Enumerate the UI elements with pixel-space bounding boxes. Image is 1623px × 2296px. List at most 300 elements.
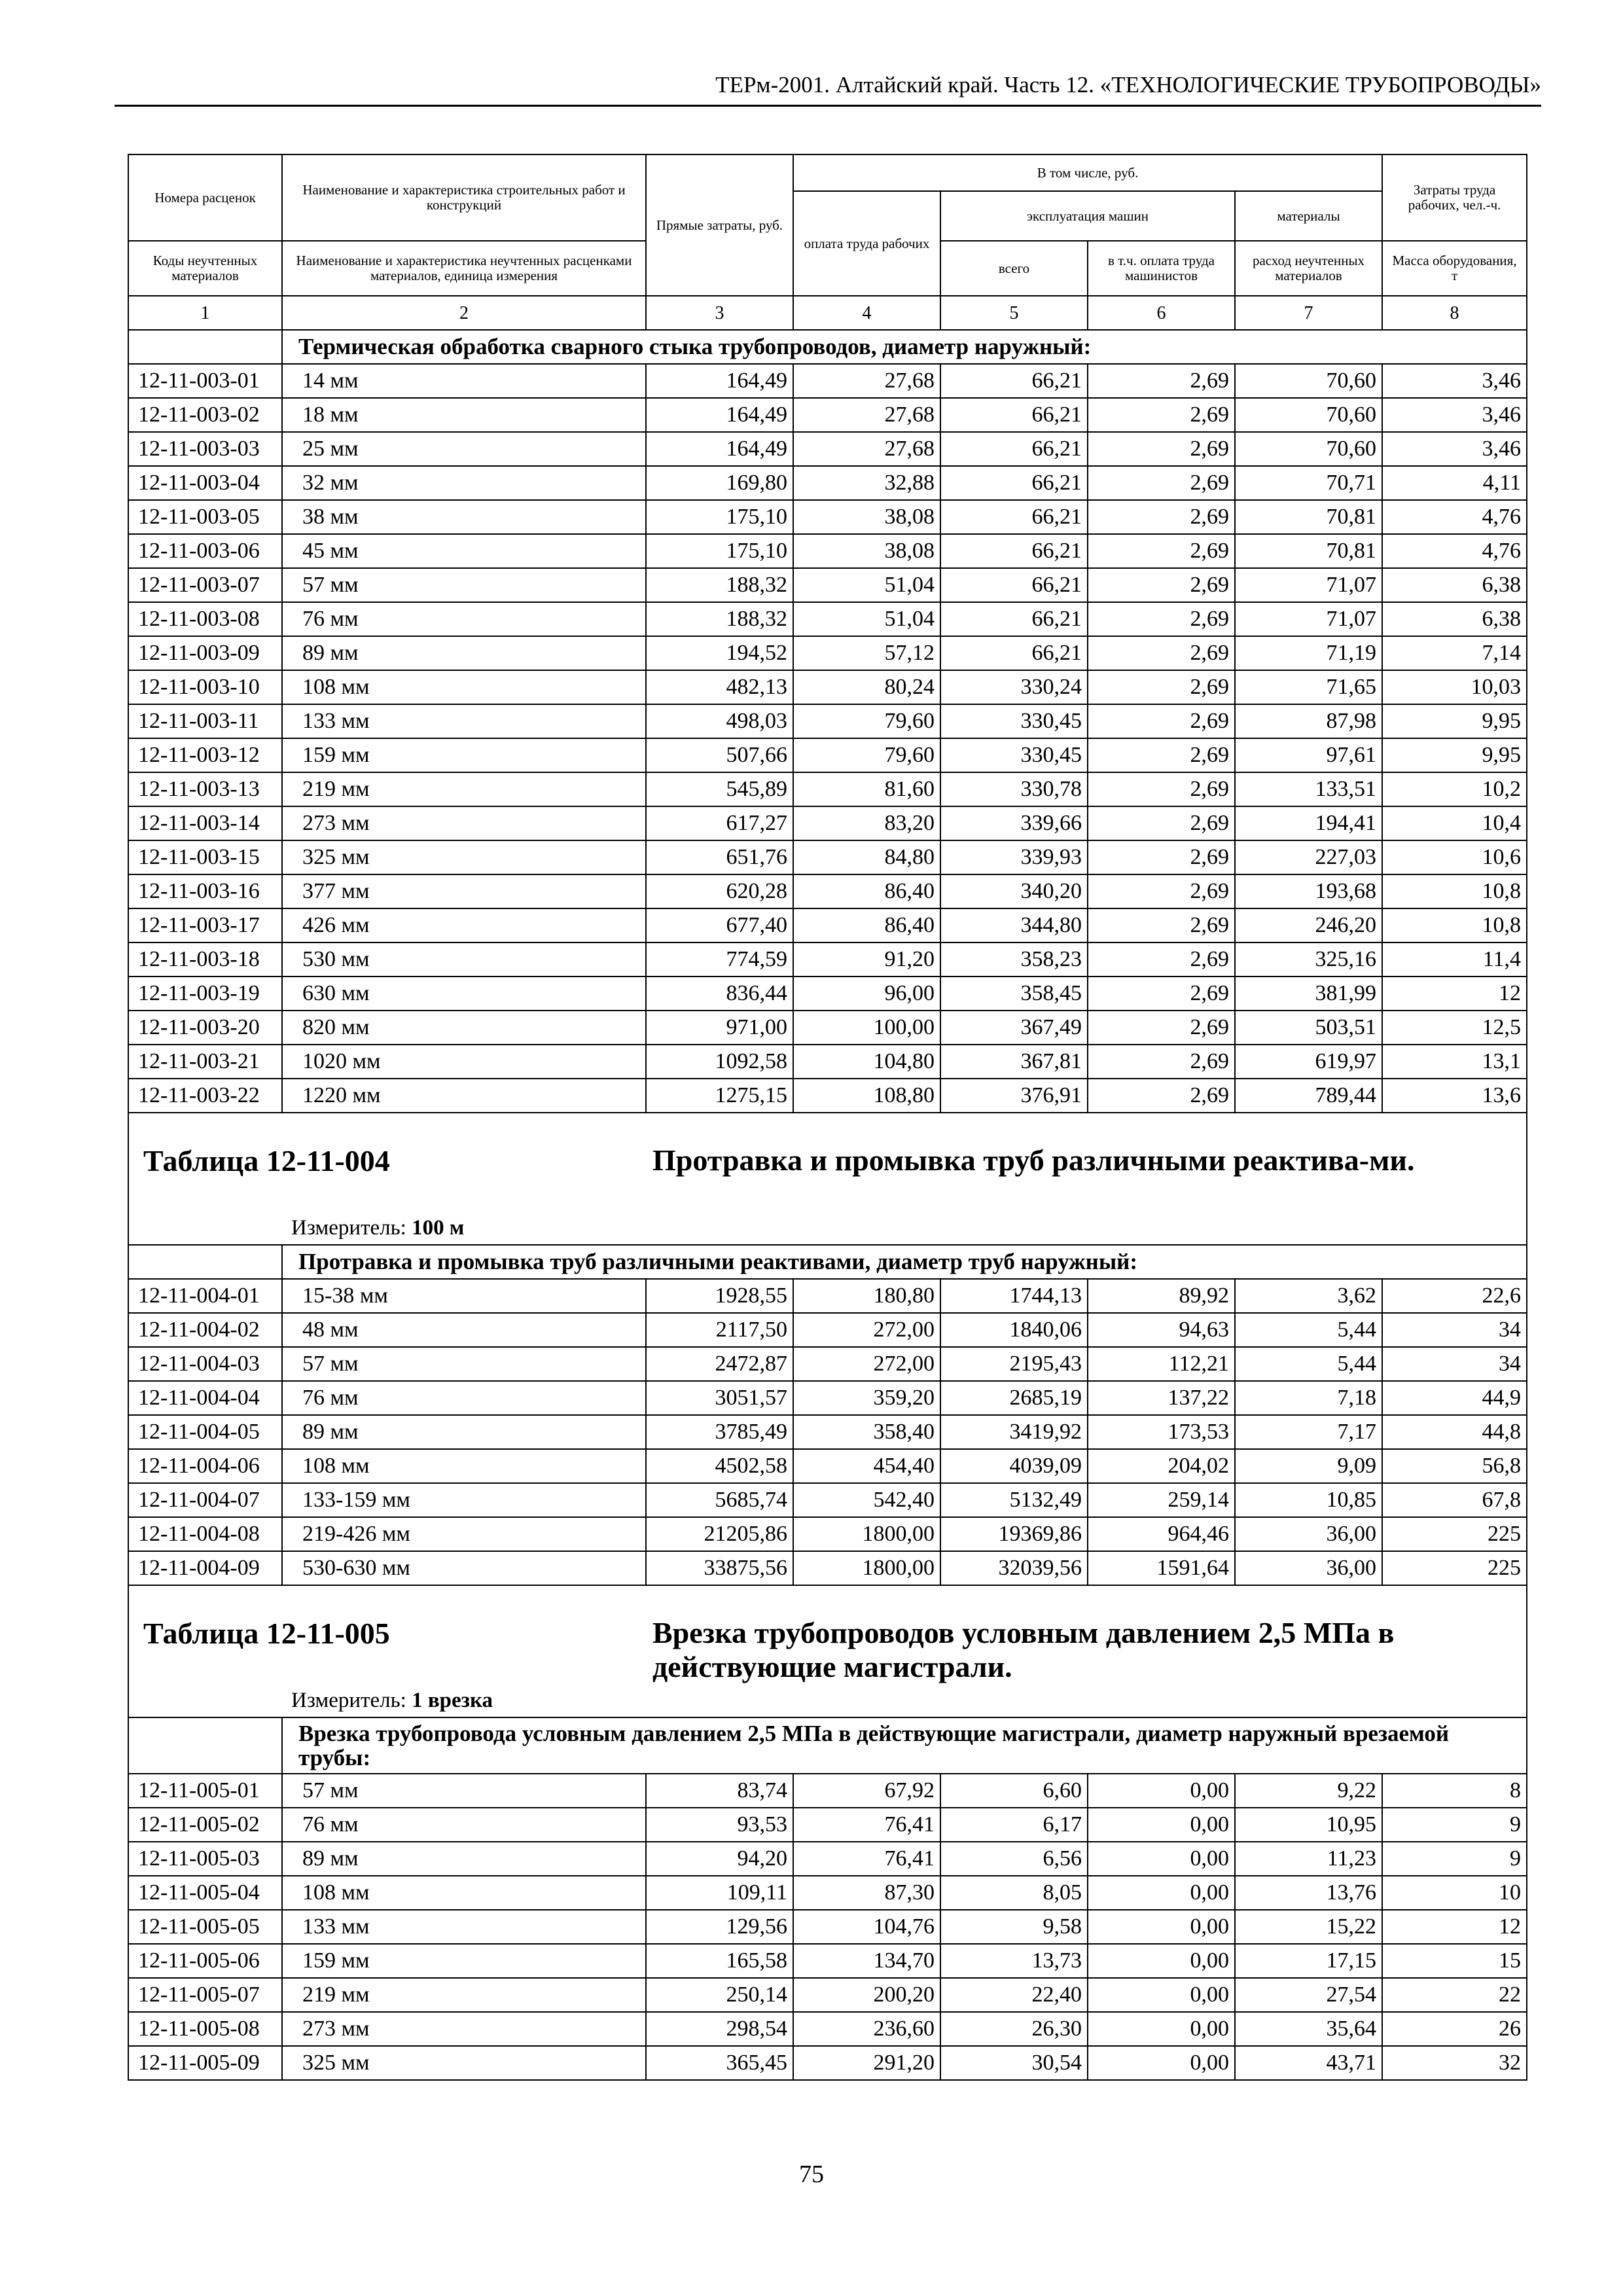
cell-labor-costs: 67,8 xyxy=(1382,1483,1527,1517)
cell-work-name: 273 мм xyxy=(282,806,646,840)
cell-materials-cost: 15,22 xyxy=(1235,1910,1382,1944)
cell-rate-code: 12-11-003-08 xyxy=(128,602,282,636)
cell-wages: 32,88 xyxy=(793,466,940,500)
cell-materials-cost: 133,51 xyxy=(1235,772,1382,806)
cell-materials-cost: 503,51 xyxy=(1235,1011,1382,1045)
cell-materials-cost: 10,95 xyxy=(1235,1808,1382,1842)
table-row xyxy=(128,568,1527,602)
cell-direct-costs: 620,28 xyxy=(646,874,793,908)
cell-work-name: 76 мм xyxy=(282,1808,646,1842)
cell-wages: 86,40 xyxy=(793,908,940,942)
cell-operator-wages: 2,69 xyxy=(1088,840,1235,874)
cell-rate-code: 12-11-003-09 xyxy=(128,636,282,670)
table-row xyxy=(128,1910,1527,1944)
cell-labor-costs: 4,76 xyxy=(1382,500,1527,534)
cell-labor-costs: 9 xyxy=(1382,1808,1527,1842)
table-title-row xyxy=(128,1585,1527,1717)
cell-operator-wages: 2,69 xyxy=(1088,602,1235,636)
cell-work-name: 14 мм xyxy=(282,364,646,398)
header-including: В том числе, руб. xyxy=(793,154,1382,191)
measure-unit xyxy=(291,1216,464,1240)
cell-work-name: 273 мм xyxy=(282,2012,646,2046)
cell-operator-wages: 2,69 xyxy=(1088,568,1235,602)
header-material-names: Наименование и характеристика неучтенных расценками материалов, единица измерения xyxy=(282,241,646,296)
cell-wages: 83,20 xyxy=(793,806,940,840)
cell-work-name: 89 мм xyxy=(282,1842,646,1876)
cell-rate-code: 12-11-003-01 xyxy=(128,364,282,398)
cell-operator-wages: 2,69 xyxy=(1088,1011,1235,1045)
cell-wages: 104,76 xyxy=(793,1910,940,1944)
cell-machines-total: 26,30 xyxy=(940,2012,1088,2046)
cell-operator-wages: 0,00 xyxy=(1088,1774,1235,1808)
cell-labor-costs: 56,8 xyxy=(1382,1449,1527,1483)
cell-rate-code: 12-11-004-02 xyxy=(128,1313,282,1347)
cell-operator-wages: 204,02 xyxy=(1088,1449,1235,1483)
cell-wages: 81,60 xyxy=(793,772,940,806)
column-number: 5 xyxy=(940,296,1088,330)
cell-machines-total: 1744,13 xyxy=(940,1279,1088,1313)
cell-direct-costs: 93,53 xyxy=(646,1808,793,1842)
cell-wages: 96,00 xyxy=(793,977,940,1011)
cell-materials-cost: 71,65 xyxy=(1235,670,1382,704)
cell-machines-total: 330,24 xyxy=(940,670,1088,704)
cell-work-name: 219 мм xyxy=(282,772,646,806)
table-row xyxy=(128,1876,1527,1910)
cell-machines-total: 4039,09 xyxy=(940,1449,1088,1483)
table-row xyxy=(128,1045,1527,1079)
table-row xyxy=(128,1347,1527,1381)
cell-wages: 67,92 xyxy=(793,1774,940,1808)
cell-materials-cost: 7,17 xyxy=(1235,1415,1382,1449)
cell-materials-cost: 789,44 xyxy=(1235,1079,1382,1113)
cell-direct-costs: 169,80 xyxy=(646,466,793,500)
cell-operator-wages: 94,63 xyxy=(1088,1313,1235,1347)
section-heading-blank xyxy=(128,1245,282,1279)
cell-machines-total: 66,21 xyxy=(940,534,1088,568)
cell-machines-total: 66,21 xyxy=(940,398,1088,432)
cell-operator-wages: 0,00 xyxy=(1088,1876,1235,1910)
cell-wages: 51,04 xyxy=(793,568,940,602)
cell-materials-cost: 5,44 xyxy=(1235,1313,1382,1347)
cell-direct-costs: 1092,58 xyxy=(646,1045,793,1079)
cell-machines-total: 2685,19 xyxy=(940,1381,1088,1415)
table-row xyxy=(128,840,1527,874)
cell-work-name: 219 мм xyxy=(282,1978,646,2012)
column-number: 4 xyxy=(793,296,940,330)
column-number: 1 xyxy=(128,296,282,330)
cell-rate-code: 12-11-005-04 xyxy=(128,1876,282,1910)
table-row xyxy=(128,1313,1527,1347)
cell-operator-wages: 2,69 xyxy=(1088,806,1235,840)
cell-operator-wages: 964,46 xyxy=(1088,1517,1235,1551)
measure-unit xyxy=(291,1689,493,1713)
cell-work-name: 159 мм xyxy=(282,738,646,772)
table-title-row xyxy=(128,1113,1527,1245)
table-title-cell xyxy=(128,1585,1527,1717)
cell-direct-costs: 164,49 xyxy=(646,398,793,432)
cell-direct-costs: 5685,74 xyxy=(646,1483,793,1517)
cell-machines-total: 22,40 xyxy=(940,1978,1088,2012)
cell-work-name: 15-38 мм xyxy=(282,1279,646,1313)
header-rule xyxy=(115,105,1541,107)
cell-wages: 27,68 xyxy=(793,432,940,466)
cell-work-name: 76 мм xyxy=(282,1381,646,1415)
cell-wages: 272,00 xyxy=(793,1313,940,1347)
cell-direct-costs: 4502,58 xyxy=(646,1449,793,1483)
cell-operator-wages: 2,69 xyxy=(1088,534,1235,568)
cell-wages: 79,60 xyxy=(793,704,940,738)
cell-operator-wages: 89,92 xyxy=(1088,1279,1235,1313)
cell-rate-code: 12-11-005-03 xyxy=(128,1842,282,1876)
cell-labor-costs: 7,14 xyxy=(1382,636,1527,670)
cell-materials-cost: 70,60 xyxy=(1235,398,1382,432)
cell-work-name: 530 мм xyxy=(282,942,646,977)
cell-wages: 79,60 xyxy=(793,738,940,772)
cell-wages: 76,41 xyxy=(793,1808,940,1842)
header-material-codes: Коды неучтенных материалов xyxy=(128,241,282,296)
cell-rate-code: 12-11-003-12 xyxy=(128,738,282,772)
cell-machines-total: 339,66 xyxy=(940,806,1088,840)
cell-rate-code: 12-11-004-08 xyxy=(128,1517,282,1551)
cell-machines-total: 8,05 xyxy=(940,1876,1088,1910)
section-heading: Врезка трубопровода условным давлением 2,5 МПа в действующие магистрали, диаметр наружный врезаемой трубы: xyxy=(282,1717,1527,1774)
cell-operator-wages: 2,69 xyxy=(1088,738,1235,772)
header-equipment-mass: Масса оборудования, т xyxy=(1382,241,1527,296)
cell-direct-costs: 971,00 xyxy=(646,1011,793,1045)
cell-rate-code: 12-11-003-07 xyxy=(128,568,282,602)
cell-machines-total: 66,21 xyxy=(940,500,1088,534)
cell-machines-total: 367,49 xyxy=(940,1011,1088,1045)
cell-materials-cost: 9,09 xyxy=(1235,1449,1382,1483)
header-labor-costs: Затраты труда рабочих, чел.-ч. xyxy=(1382,154,1527,241)
table-row xyxy=(128,432,1527,466)
cell-materials-cost: 381,99 xyxy=(1235,977,1382,1011)
cell-machines-total: 66,21 xyxy=(940,568,1088,602)
cell-direct-costs: 1275,15 xyxy=(646,1079,793,1113)
cell-wages: 359,20 xyxy=(793,1381,940,1415)
table-number: Таблица 12-11-004 xyxy=(143,1144,390,1177)
cell-materials-cost: 70,81 xyxy=(1235,500,1382,534)
cell-materials-cost: 71,07 xyxy=(1235,602,1382,636)
cell-wages: 51,04 xyxy=(793,602,940,636)
cell-rate-code: 12-11-004-05 xyxy=(128,1415,282,1449)
cell-work-name: 57 мм xyxy=(282,568,646,602)
cell-wages: 38,08 xyxy=(793,534,940,568)
cell-work-name: 108 мм xyxy=(282,1449,646,1483)
table-row xyxy=(128,398,1527,432)
table-row xyxy=(128,738,1527,772)
table-row xyxy=(128,670,1527,704)
cell-direct-costs: 175,10 xyxy=(646,534,793,568)
table-row xyxy=(128,2046,1527,2080)
cell-operator-wages: 0,00 xyxy=(1088,1944,1235,1978)
cell-wages: 134,70 xyxy=(793,1944,940,1978)
cell-operator-wages: 137,22 xyxy=(1088,1381,1235,1415)
cell-labor-costs: 26 xyxy=(1382,2012,1527,2046)
cell-wages: 180,80 xyxy=(793,1279,940,1313)
cell-operator-wages: 2,69 xyxy=(1088,500,1235,534)
cell-rate-code: 12-11-003-17 xyxy=(128,908,282,942)
header-machines-total: всего xyxy=(940,241,1088,296)
cell-machines-total: 367,81 xyxy=(940,1045,1088,1079)
header-material-consumption: расход неучтенных материалов xyxy=(1235,241,1382,296)
cell-direct-costs: 250,14 xyxy=(646,1978,793,2012)
header-direct-costs: Прямые затраты, руб. xyxy=(646,154,793,296)
column-number: 7 xyxy=(1235,296,1382,330)
table-row xyxy=(128,908,1527,942)
cell-rate-code: 12-11-005-06 xyxy=(128,1944,282,1978)
cell-labor-costs: 225 xyxy=(1382,1551,1527,1585)
cell-labor-costs: 12 xyxy=(1382,977,1527,1011)
cell-labor-costs: 4,76 xyxy=(1382,534,1527,568)
cell-direct-costs: 774,59 xyxy=(646,942,793,977)
cell-machines-total: 339,93 xyxy=(940,840,1088,874)
cell-wages: 57,12 xyxy=(793,636,940,670)
cell-rate-code: 12-11-003-14 xyxy=(128,806,282,840)
cell-operator-wages: 2,69 xyxy=(1088,432,1235,466)
cell-work-name: 38 мм xyxy=(282,500,646,534)
header-operator-wages: в т.ч. оплата труда машинистов xyxy=(1088,241,1235,296)
table-row xyxy=(128,772,1527,806)
cell-wages: 454,40 xyxy=(793,1449,940,1483)
table-row xyxy=(128,1944,1527,1978)
cell-work-name: 133-159 мм xyxy=(282,1483,646,1517)
cell-rate-code: 12-11-005-05 xyxy=(128,1910,282,1944)
cell-wages: 1800,00 xyxy=(793,1517,940,1551)
cell-labor-costs: 9,95 xyxy=(1382,704,1527,738)
cell-machines-total: 30,54 xyxy=(940,2046,1088,2080)
cell-machines-total: 3419,92 xyxy=(940,1415,1088,1449)
cell-direct-costs: 617,27 xyxy=(646,806,793,840)
cell-materials-cost: 36,00 xyxy=(1235,1551,1382,1585)
running-head: ТЕРм-2001. Алтайский край. Часть 12. «ТЕХНОЛОГИЧЕСКИЕ ТРУБОПРОВОДЫ» xyxy=(715,72,1541,98)
cell-work-name: 1020 мм xyxy=(282,1045,646,1079)
column-number: 3 xyxy=(646,296,793,330)
cell-rate-code: 12-11-003-15 xyxy=(128,840,282,874)
cell-wages: 358,40 xyxy=(793,1415,940,1449)
cell-work-name: 159 мм xyxy=(282,1944,646,1978)
cell-materials-cost: 70,71 xyxy=(1235,466,1382,500)
table-title-cell xyxy=(128,1113,1527,1245)
measure-unit-label: Измеритель: xyxy=(291,1216,406,1240)
cell-machines-total: 330,45 xyxy=(940,738,1088,772)
cell-rate-code: 12-11-003-02 xyxy=(128,398,282,432)
cell-work-name: 530-630 мм xyxy=(282,1551,646,1585)
cell-labor-costs: 44,9 xyxy=(1382,1381,1527,1415)
cell-labor-costs: 225 xyxy=(1382,1517,1527,1551)
cell-labor-costs: 10,2 xyxy=(1382,772,1527,806)
cell-labor-costs: 10,8 xyxy=(1382,874,1527,908)
cell-labor-costs: 15 xyxy=(1382,1944,1527,1978)
cell-wages: 87,30 xyxy=(793,1876,940,1910)
cell-operator-wages: 173,53 xyxy=(1088,1415,1235,1449)
cell-direct-costs: 1928,55 xyxy=(646,1279,793,1313)
cell-direct-costs: 836,44 xyxy=(646,977,793,1011)
cell-machines-total: 1840,06 xyxy=(940,1313,1088,1347)
cell-direct-costs: 545,89 xyxy=(646,772,793,806)
header-work-name: Наименование и характеристика строительных работ и конструкций xyxy=(282,154,646,241)
cell-materials-cost: 10,85 xyxy=(1235,1483,1382,1517)
cell-materials-cost: 70,60 xyxy=(1235,432,1382,466)
cell-materials-cost: 9,22 xyxy=(1235,1774,1382,1808)
rates-table-body xyxy=(128,154,1527,2080)
cell-machines-total: 330,78 xyxy=(940,772,1088,806)
cell-work-name: 133 мм xyxy=(282,704,646,738)
cell-rate-code: 12-11-004-06 xyxy=(128,1449,282,1483)
cell-machines-total: 6,60 xyxy=(940,1774,1088,1808)
table-row xyxy=(128,1808,1527,1842)
cell-machines-total: 66,21 xyxy=(940,364,1088,398)
cell-materials-cost: 71,07 xyxy=(1235,568,1382,602)
cell-wages: 291,20 xyxy=(793,2046,940,2080)
section-heading: Термическая обработка сварного стыка трубопроводов, диаметр наружный: xyxy=(282,330,1527,364)
cell-work-name: 325 мм xyxy=(282,840,646,874)
cell-direct-costs: 482,13 xyxy=(646,670,793,704)
cell-work-name: 25 мм xyxy=(282,432,646,466)
cell-wages: 542,40 xyxy=(793,1483,940,1517)
cell-work-name: 57 мм xyxy=(282,1774,646,1808)
cell-direct-costs: 164,49 xyxy=(646,364,793,398)
cell-rate-code: 12-11-003-05 xyxy=(128,500,282,534)
cell-machines-total: 2195,43 xyxy=(940,1347,1088,1381)
cell-materials-cost: 246,20 xyxy=(1235,908,1382,942)
table-row xyxy=(128,1279,1527,1313)
table-row xyxy=(128,466,1527,500)
table-row xyxy=(128,1483,1527,1517)
table-row xyxy=(128,977,1527,1011)
cell-operator-wages: 0,00 xyxy=(1088,2012,1235,2046)
column-numbers-row xyxy=(128,296,1527,330)
cell-labor-costs: 12,5 xyxy=(1382,1011,1527,1045)
table-row xyxy=(128,1011,1527,1045)
cell-direct-costs: 165,58 xyxy=(646,1944,793,1978)
cell-rate-code: 12-11-003-22 xyxy=(128,1079,282,1113)
cell-rate-code: 12-11-003-13 xyxy=(128,772,282,806)
cell-materials-cost: 3,62 xyxy=(1235,1279,1382,1313)
table-row xyxy=(128,636,1527,670)
cell-machines-total: 13,73 xyxy=(940,1944,1088,1978)
cell-labor-costs: 10,03 xyxy=(1382,670,1527,704)
cell-operator-wages: 0,00 xyxy=(1088,2046,1235,2080)
cell-direct-costs: 498,03 xyxy=(646,704,793,738)
table-row xyxy=(128,1551,1527,1585)
table-row xyxy=(128,534,1527,568)
cell-labor-costs: 10,8 xyxy=(1382,908,1527,942)
column-number: 8 xyxy=(1382,296,1527,330)
cell-labor-costs: 9,95 xyxy=(1382,738,1527,772)
cell-operator-wages: 2,69 xyxy=(1088,942,1235,977)
cell-direct-costs: 33875,56 xyxy=(646,1551,793,1585)
table-row xyxy=(128,806,1527,840)
cell-rate-code: 12-11-005-07 xyxy=(128,1978,282,2012)
cell-materials-cost: 70,81 xyxy=(1235,534,1382,568)
cell-operator-wages: 2,69 xyxy=(1088,466,1235,500)
cell-work-name: 377 мм xyxy=(282,874,646,908)
cell-work-name: 89 мм xyxy=(282,1415,646,1449)
table-row xyxy=(128,874,1527,908)
header-wages: оплата труда рабочих xyxy=(793,191,940,296)
cell-labor-costs: 3,46 xyxy=(1382,432,1527,466)
cell-direct-costs: 365,45 xyxy=(646,2046,793,2080)
cell-rate-code: 12-11-003-18 xyxy=(128,942,282,977)
cell-wages: 108,80 xyxy=(793,1079,940,1113)
rates-table xyxy=(128,154,1527,2081)
section-heading-blank xyxy=(128,1717,282,1774)
measure-unit-value: 100 м xyxy=(412,1216,465,1240)
cell-labor-costs: 34 xyxy=(1382,1313,1527,1347)
cell-machines-total: 330,45 xyxy=(940,704,1088,738)
table-row xyxy=(128,602,1527,636)
cell-wages: 104,80 xyxy=(793,1045,940,1079)
cell-operator-wages: 2,69 xyxy=(1088,670,1235,704)
cell-operator-wages: 2,69 xyxy=(1088,977,1235,1011)
cell-materials-cost: 35,64 xyxy=(1235,2012,1382,2046)
cell-direct-costs: 677,40 xyxy=(646,908,793,942)
cell-operator-wages: 2,69 xyxy=(1088,398,1235,432)
cell-labor-costs: 32 xyxy=(1382,2046,1527,2080)
cell-direct-costs: 83,74 xyxy=(646,1774,793,1808)
header-row-top xyxy=(128,154,1527,191)
cell-machines-total: 5132,49 xyxy=(940,1483,1088,1517)
cell-labor-costs: 44,8 xyxy=(1382,1415,1527,1449)
cell-operator-wages: 259,14 xyxy=(1088,1483,1235,1517)
cell-materials-cost: 17,15 xyxy=(1235,1944,1382,1978)
cell-direct-costs: 164,49 xyxy=(646,432,793,466)
table-row xyxy=(128,1381,1527,1415)
cell-operator-wages: 2,69 xyxy=(1088,874,1235,908)
cell-direct-costs: 109,11 xyxy=(646,1876,793,1910)
cell-work-name: 18 мм xyxy=(282,398,646,432)
cell-work-name: 76 мм xyxy=(282,602,646,636)
table-row xyxy=(128,500,1527,534)
cell-machines-total: 66,21 xyxy=(940,636,1088,670)
cell-operator-wages: 2,69 xyxy=(1088,636,1235,670)
cell-machines-total: 340,20 xyxy=(940,874,1088,908)
table-row xyxy=(128,1079,1527,1113)
cell-materials-cost: 97,61 xyxy=(1235,738,1382,772)
cell-rate-code: 12-11-004-03 xyxy=(128,1347,282,1381)
cell-labor-costs: 10 xyxy=(1382,1876,1527,1910)
cell-work-name: 108 мм xyxy=(282,1876,646,1910)
cell-machines-total: 6,17 xyxy=(940,1808,1088,1842)
cell-machines-total: 358,45 xyxy=(940,977,1088,1011)
cell-wages: 91,20 xyxy=(793,942,940,977)
cell-wages: 100,00 xyxy=(793,1011,940,1045)
cell-operator-wages: 2,69 xyxy=(1088,704,1235,738)
cell-wages: 76,41 xyxy=(793,1842,940,1876)
cell-operator-wages: 0,00 xyxy=(1088,1842,1235,1876)
header-machines: эксплуатация машин xyxy=(940,191,1235,241)
cell-rate-code: 12-11-003-21 xyxy=(128,1045,282,1079)
cell-direct-costs: 129,56 xyxy=(646,1910,793,1944)
cell-work-name: 108 мм xyxy=(282,670,646,704)
cell-direct-costs: 94,20 xyxy=(646,1842,793,1876)
cell-work-name: 630 мм xyxy=(282,977,646,1011)
cell-rate-code: 12-11-005-02 xyxy=(128,1808,282,1842)
cell-machines-total: 6,56 xyxy=(940,1842,1088,1876)
cell-rate-code: 12-11-004-09 xyxy=(128,1551,282,1585)
section-heading-row xyxy=(128,1245,1527,1279)
cell-work-name: 32 мм xyxy=(282,466,646,500)
section-heading-row xyxy=(128,1717,1527,1774)
cell-labor-costs: 8 xyxy=(1382,1774,1527,1808)
cell-machines-total: 9,58 xyxy=(940,1910,1088,1944)
cell-work-name: 426 мм xyxy=(282,908,646,942)
cell-rate-code: 12-11-003-03 xyxy=(128,432,282,466)
table-number: Таблица 12-11-005 xyxy=(143,1617,390,1650)
cell-wages: 272,00 xyxy=(793,1347,940,1381)
cell-machines-total: 66,21 xyxy=(940,466,1088,500)
